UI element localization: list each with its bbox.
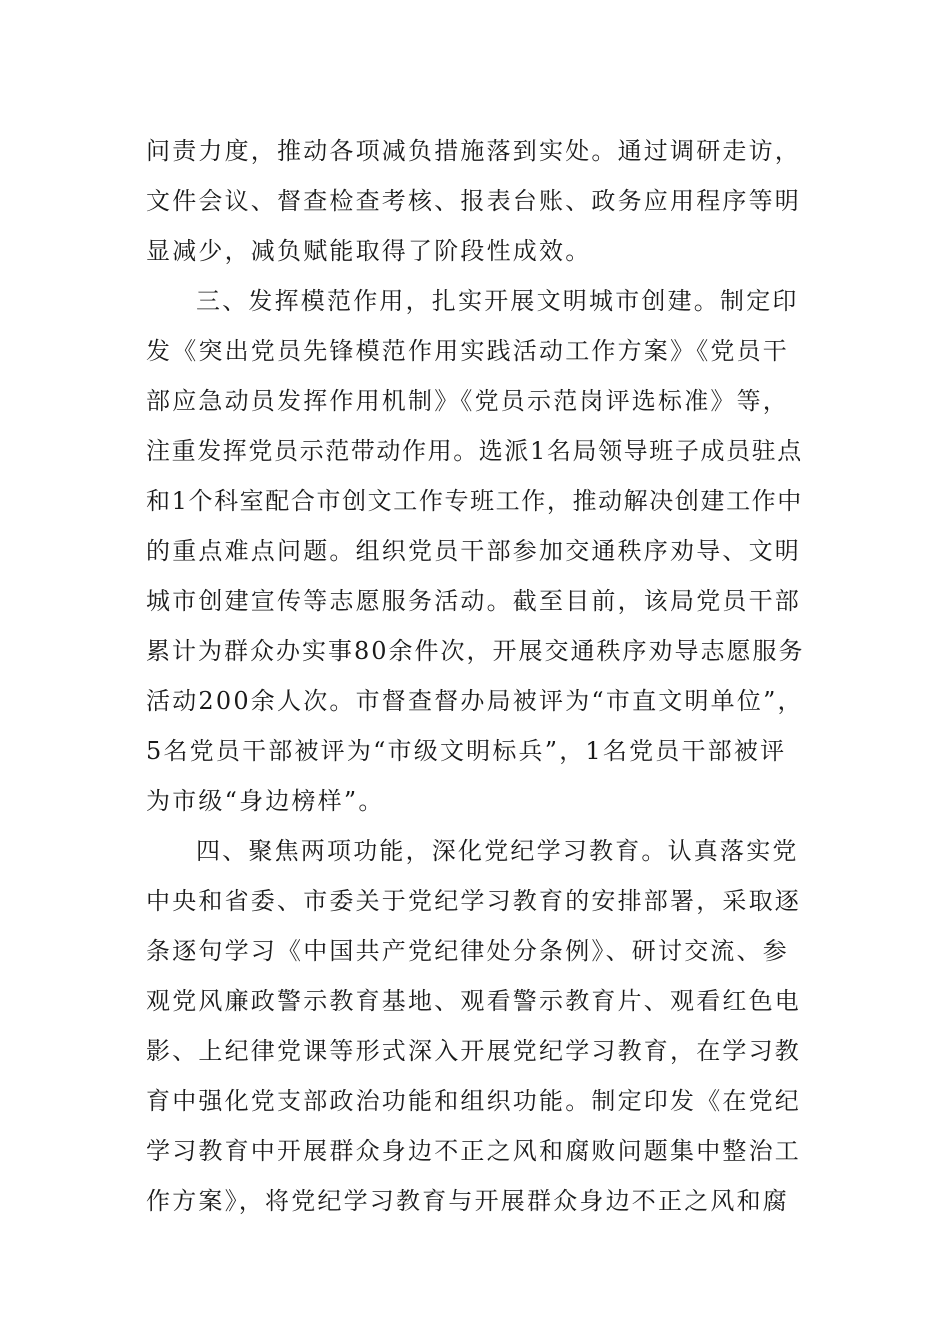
section-3-heading-line: 三、发挥模范作用，扎实开展文明城市创建。制定印 [196,287,799,315]
text-line: 和1个科室配合市创文工作专班工作，推动解决创建工作中 [146,487,803,515]
text-line: 城市创建宣传等志愿服务活动。截至目前，该局党员干部 [146,587,801,615]
text-line: 发《突出党员先锋模范作用实践活动工作方案》《党员干 [146,337,789,365]
section-4-heading-line: 四、聚焦两项功能，深化党纪学习教育。认真落实党 [196,837,799,865]
text-line: 的重点难点问题。组织党员干部参加交通秩序劝导、文明 [146,537,801,565]
text-line: 育中强化党支部政治功能和组织功能。制定印发《在党纪 [146,1087,801,1115]
text-line: 累计为群众办实事80余件次，开展交通秩序劝导志愿服务 [146,637,805,665]
text-line: 影、上纪律党课等形式深入开展党纪学习教育，在学习教 [146,1037,801,1065]
text-line: 文件会议、督查检查考核、报表台账、政务应用程序等明 [146,187,801,215]
text-line: 显减少，减负赋能取得了阶段性成效。 [146,237,592,265]
text-line: 注重发挥党员示范带动作用。选派1名局领导班子成员驻点 [146,437,803,465]
text-line: 活动200余人次。市督查督办局被评为“市直文明单位”， [146,687,804,715]
text-line: 部应急动员发挥作用机制》《党员示范岗评选标准》等， [146,387,789,415]
text-line: 5名党员干部被评为“市级文明标兵”，1名党员干部被评 [146,737,787,765]
text-line: 问责力度，推动各项减负措施落到实处。通过调研走访， [146,137,801,165]
text-line: 观党风廉政警示教育基地、观看警示教育片、观看红色电 [146,987,801,1015]
text-line: 中央和省委、市委关于党纪学习教育的安排部署，采取逐 [146,887,801,915]
text-line: 条逐句学习《中国共产党纪律处分条例》、研讨交流、参 [146,937,789,965]
text-line: 学习教育中开展群众身边不正之风和腐败问题集中整治工 [146,1137,801,1165]
text-line: 作方案》，将党纪学习教育与开展群众身边不正之风和腐 [146,1187,789,1215]
text-line: 为市级“身边榜样”。 [146,787,385,815]
